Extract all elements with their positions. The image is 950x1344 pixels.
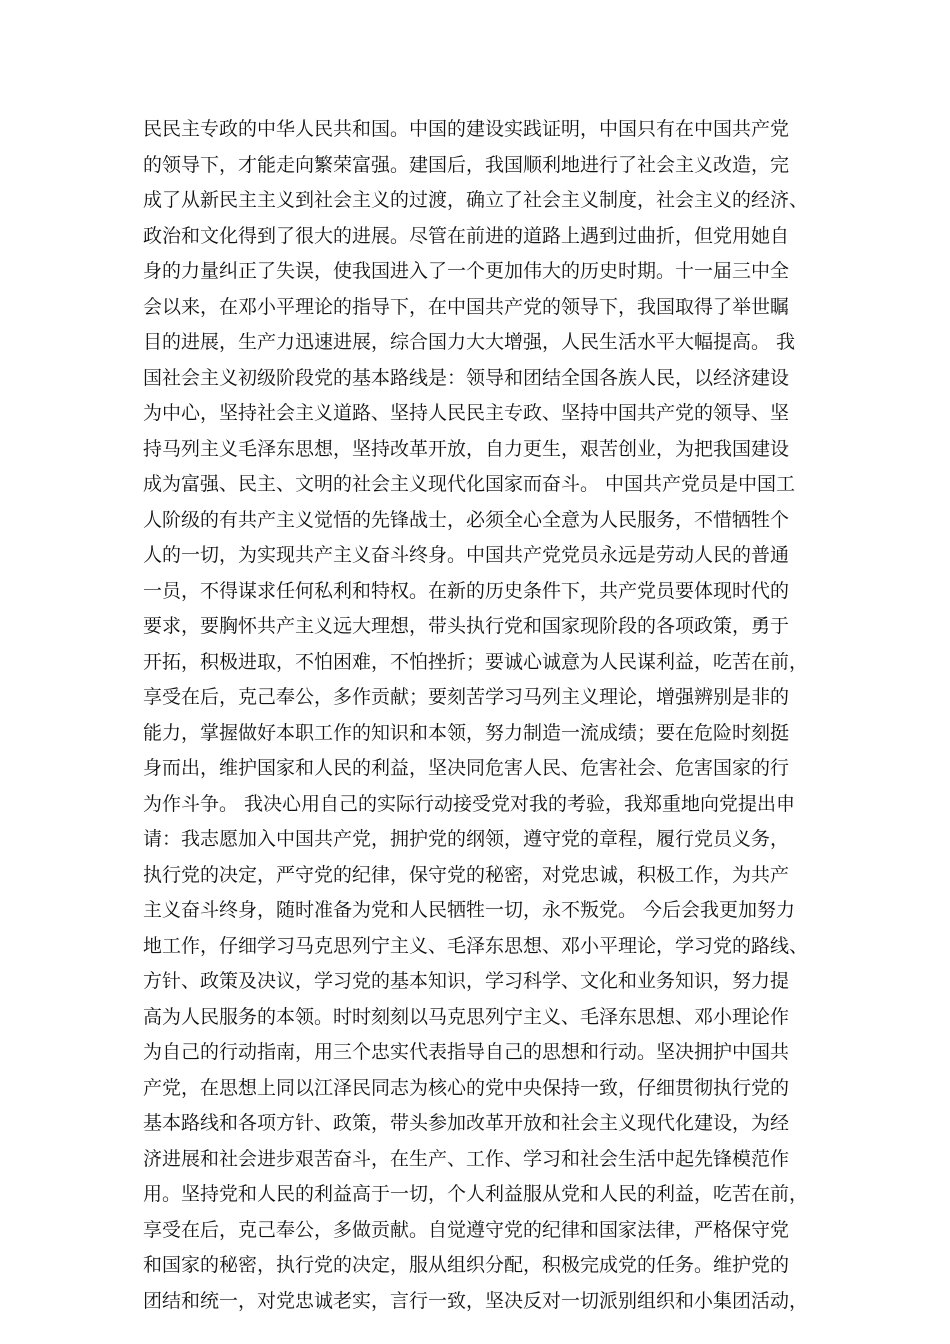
text-line: 成为富强、民主、文明的社会主义现代化国家而奋斗。 中国共产党员是中国工 [143, 473, 796, 495]
text-line: 成了从新民主主义到社会主义的过渡，确立了社会主义制度，社会主义的经济、 [143, 189, 809, 211]
text-line: 人阶级的有共产主义觉悟的先锋战士，必须全心全意为人民服务，不惜牺牲个 [143, 508, 790, 531]
text-line: 济进展和社会进步艰苦奋斗，在生产、工作、学习和社会生活中起先锋模范作 [143, 1147, 790, 1170]
text-line: 一员，不得谋求任何私利和特权。在新的历史条件下，共产党员要体现时代的 [143, 579, 790, 602]
text-line: 和国家的秘密，执行党的决定，服从组织分配，积极完成党的任务。维护党的 [143, 1254, 790, 1276]
text-line: 持马列主义毛泽东思想，坚持改革开放，自力更生，艰苦创业，为把我国建设 [143, 437, 790, 460]
text-line: 的领导下，才能走向繁荣富强。建国后，我国顺利地进行了社会主义改造，完 [143, 153, 790, 176]
text-line: 民民主专政的中华人民共和国。中国的建设实践证明，中国只有在中国共产党 [143, 118, 790, 140]
text-line: 会以来，在邓小平理论的指导下，在中国共产党的领导下，我国取得了举世瞩 [143, 295, 790, 318]
text-line: 主义奋斗终身，随时准备为党和人民牺牲一切，永不叛党。 今后会我更加努力 [143, 899, 796, 921]
text-line: 国社会主义初级阶段党的基本路线是：领导和团结全国各族人民，以经济建设 [143, 366, 790, 389]
body-paragraph [143, 112, 823, 1319]
text-line: 产党，在思想上同以江泽民同志为核心的党中央保持一致，仔细贯彻执行党的 [143, 1076, 790, 1099]
text-line: 请：我志愿加入中国共产党，拥护党的纲领，遵守党的章程，履行党员义务， [143, 828, 790, 850]
text-line: 为作斗争。 我决心用自己的实际行动接受党对我的考验，我郑重地向党提出申 [143, 792, 796, 815]
text-line: 人的一切，为实现共产主义奋斗终身。中国共产党党员永远是劳动人民的普通 [143, 544, 790, 566]
text-line: 为中心，坚持社会主义道路、坚持人民民主专政、坚持中国共产党的领导、坚 [143, 402, 790, 424]
text-line: 能力，掌握做好本职工作的知识和本领，努力制造一流成绩；要在危险时刻挺 [143, 721, 790, 744]
text-line: 高为人民服务的本领。时时刻刻以马克思列宁主义、毛泽东思想、邓小理论作 [143, 1005, 790, 1028]
text-line: 享受在后，克己奉公，多作贡献；要刻苦学习马列主义理论，增强辨别是非的 [143, 686, 790, 708]
text-line: 身的力量纠正了失误，使我国进入了一个更加伟大的历史时期。十一届三中全 [143, 260, 790, 282]
text-line: 政治和文化得到了很大的进展。尽管在前进的道路上遇到过曲折，但党用她自 [143, 224, 790, 247]
text-line: 地工作，仔细学习马克思列宁主义、毛泽东思想、邓小平理论，学习党的路线、 [143, 934, 809, 957]
text-line: 目的进展，生产力迅速进展，综合国力大大增强，人民生活水平大幅提高。 我 [143, 331, 796, 353]
text-line: 开拓，积极进取，不怕困难，不怕挫折；要诚心诚意为人民谋利益，吃苦在前， [143, 650, 809, 673]
text-line: 身而出，维护国家和人民的利益，坚决同危害人民、危害社会、危害国家的行 [143, 757, 790, 779]
text-line: 团结和统一，对党忠诚老实，言行一致，坚决反对一切派别组织和小集团活动， [143, 1289, 809, 1312]
text-line: 执行党的决定，严守党的纪律，保守党的秘密，对党忠诚，积极工作，为共产 [143, 863, 790, 886]
text-line: 方针、政策及决议，学习党的基本知识，学习科学、文化和业务知识，努力提 [143, 970, 790, 992]
text-line: 用。坚持党和人民的利益高于一切，个人利益服从党和人民的利益，吃苦在前， [143, 1183, 809, 1205]
text-line: 享受在后，克己奉公，多做贡献。自觉遵守党的纪律和国家法律，严格保守党 [143, 1218, 790, 1241]
text-line: 基本路线和各项方针、政策，带头参加改革开放和社会主义现代化建设，为经 [143, 1112, 790, 1134]
text-line: 为自己的行动指南，用三个忠实代表指导自己的思想和行动。坚决拥护中国共 [143, 1041, 790, 1063]
text-line: 要求，要胸怀共产主义远大理想，带头执行党和国家现阶段的各项政策，勇于 [143, 615, 790, 637]
